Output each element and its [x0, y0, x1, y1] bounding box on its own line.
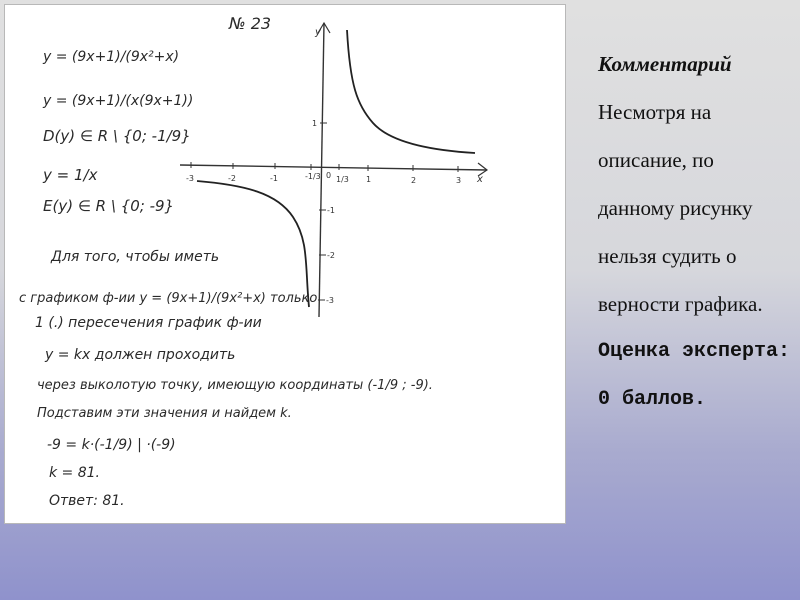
- x-tick-label: -1/3: [305, 172, 321, 181]
- x-tick-label: 2: [411, 176, 417, 185]
- handwritten-solution: [4, 4, 566, 524]
- x-tick-label: -3: [186, 174, 194, 183]
- solution-line: k = 81.: [49, 465, 101, 481]
- y-tick-label: 1: [312, 119, 318, 128]
- comment-title: Комментарий: [598, 52, 732, 76]
- y-axis-label: y: [315, 27, 321, 38]
- y-tick-label: -1: [327, 206, 335, 215]
- solution-line: Подставим эти значения и найдем k.: [37, 406, 292, 421]
- expert-verdict: Оценка эксперта: 0 баллов.: [598, 340, 791, 411]
- y-tick-label: -3: [326, 296, 334, 305]
- hyperbola-branch-positive: [347, 30, 475, 153]
- x-axis-label: x: [477, 174, 483, 185]
- origin-label: 0: [326, 171, 332, 180]
- task-number: № 23: [229, 14, 272, 33]
- handwritten-notes: [19, 14, 433, 509]
- solution-line: 1 (.) пересечения график ф-ии: [35, 315, 262, 331]
- solution-line: y = kx должен проходить: [45, 347, 236, 363]
- x-axis: [180, 165, 487, 170]
- solution-answer: Ответ: 81.: [49, 493, 125, 509]
- expert-comment: [598, 40, 793, 424]
- solution-canvas: [5, 5, 566, 524]
- function-graph: [180, 23, 487, 317]
- solution-line: -9 = k·(-1/9) | ·(-9): [47, 437, 176, 453]
- solution-line: Для того, чтобы иметь: [51, 249, 220, 265]
- solution-line: E(y) ∈ R \ {0; -9}: [43, 197, 175, 215]
- x-tick-label: -2: [228, 174, 236, 183]
- comment-text: Несмотря на описание, по данному рисунку нельзя судить о верности графика.: [598, 100, 763, 316]
- hyperbola-branch-negative: [197, 181, 309, 307]
- solution-line: y = (9x+1)/(x(9x+1)): [43, 93, 194, 109]
- solution-line: y = 1/x: [43, 166, 98, 184]
- solution-line: y = (9x+1)/(9x²+x): [43, 49, 180, 65]
- y-tick-label: -2: [327, 251, 335, 260]
- x-tick-label: 1: [366, 175, 372, 184]
- solution-line: с графиком ф-ии y = (9x+1)/(9x²+x) только: [19, 291, 318, 306]
- x-tick-label: 3: [456, 176, 462, 185]
- x-tick-label: 1/3: [336, 175, 349, 184]
- solution-line: D(y) ∈ R \ {0; -1/9}: [43, 127, 191, 145]
- y-axis: [319, 23, 324, 317]
- x-tick-label: -1: [270, 174, 278, 183]
- solution-line: через выколотую точку, имеющую координаты (-1/9 ; -9).: [37, 378, 433, 393]
